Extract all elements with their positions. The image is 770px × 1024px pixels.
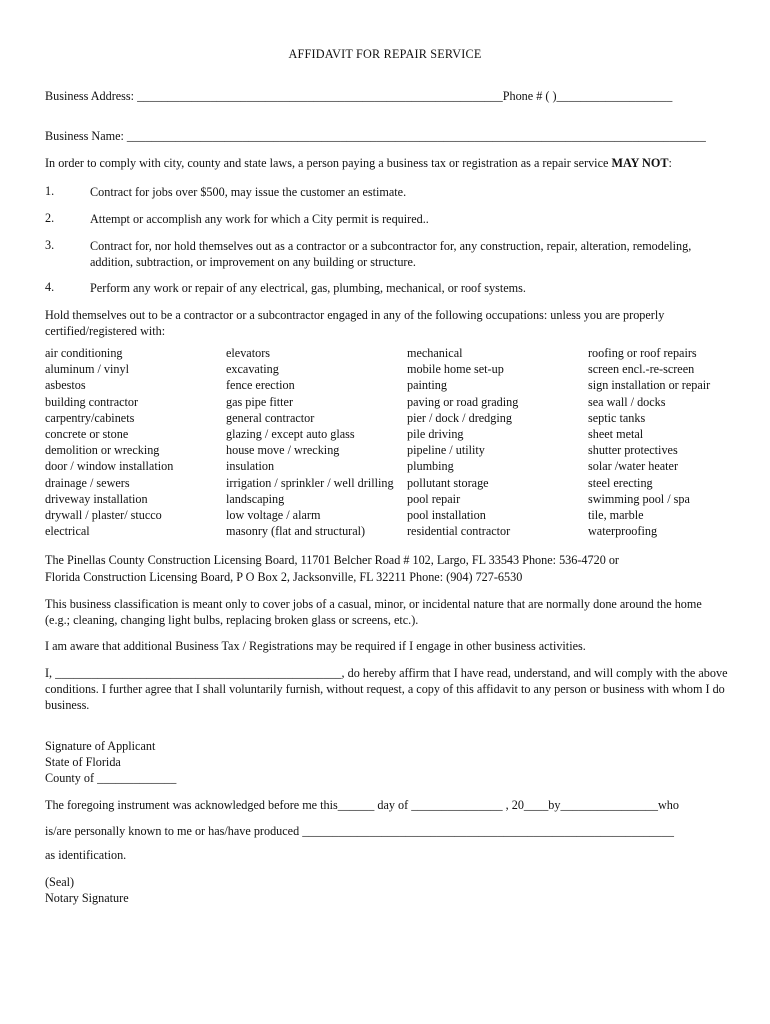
board-line-1: The Pinellas County Construction Licensing Board, 11701 Belcher Road # 102, Largo, FL 33543 Phone: 536-4720 or — [45, 553, 619, 567]
item-text-4: Perform any work or repair of any electrical, gas, plumbing, mechanical, or roof systems. — [90, 281, 526, 295]
occupations-column-4 — [588, 345, 710, 539]
occupation-item: mobile home set-up — [407, 362, 504, 377]
intro-bold-text: MAY NOT — [611, 156, 669, 170]
occupation-item: aluminum / vinyl — [45, 362, 129, 377]
classification-paragraph: This business classification is meant only to cover jobs of a casual, minor, or incidental nature that are normally done around the home (e.g.; cleaning, changing light bulbs, replacing broken glass or screens, etc.). — [45, 597, 702, 627]
occupation-item: septic tanks — [588, 410, 646, 425]
occupation-item: concrete or stone — [45, 427, 129, 442]
affirm-paragraph: I, _______________________________________________, do hereby affirm that I have read, understand, and will comply with the above conditions. I further agree that I shall voluntarily furnish, without request, a copy of this affidavit to any person or business with whom I do business. — [45, 666, 728, 712]
occupation-item: carpentry/cabinets — [45, 410, 135, 425]
personally-known-line: is/are personally known to me or has/have produced _____________________________________________________________ — [45, 824, 674, 838]
intro-end: : — [668, 156, 672, 170]
item-number-4: 4. — [45, 280, 55, 294]
occupation-item: solar /water heater — [588, 459, 679, 474]
occupations-intro: Hold themselves out to be a contractor or a subcontractor engaged in any of the following occupations: unless you are properly certified/registered with: — [45, 308, 665, 338]
item-text-3: Contract for, nor hold themselves out as a contractor or a subcontractor for, any construction, repair, alteration, remodeling, addition, subtraction, or improvement on any building or structure. — [90, 239, 692, 269]
occupation-item: landscaping — [226, 491, 285, 506]
occupation-item: roofing or roof repairs — [588, 346, 697, 360]
item-text-2: Attempt or accomplish any work for which a City permit is required.. — [90, 212, 429, 226]
occupation-item: mechanical — [407, 346, 463, 360]
occupation-item: drainage / sewers — [45, 475, 130, 490]
occupation-item: masonry (flat and structural) — [226, 524, 366, 539]
occupation-item: screen encl.-re-screen — [588, 362, 695, 377]
aware-paragraph: I am aware that additional Business Tax / Registrations may be required if I engage in other business activities. — [45, 639, 586, 653]
item-number-1: 1. — [45, 184, 55, 198]
occupation-item: low voltage / alarm — [226, 508, 321, 523]
occupation-item: elevators — [226, 346, 270, 360]
item-number-2: 2. — [45, 211, 55, 225]
occupation-item: pool installation — [407, 508, 486, 523]
document-title: AFFIDAVIT FOR REPAIR SERVICE — [288, 47, 482, 61]
occupation-item: sheet metal — [588, 427, 644, 442]
occupation-item: demolition or wrecking — [45, 443, 160, 458]
occupations-column-1 — [45, 345, 173, 539]
occupation-item: electrical — [45, 524, 90, 539]
occupation-item: insulation — [226, 459, 275, 474]
item-text-1: Contract for jobs over $500, may issue the customer an estimate. — [90, 185, 407, 199]
occupation-item: house move / wrecking — [226, 443, 340, 458]
occupation-item: excavating — [226, 362, 279, 377]
occupation-item: pollutant storage — [407, 475, 489, 490]
occupation-item: waterproofing — [588, 524, 658, 539]
signature-of-applicant-label: Signature of Applicant — [45, 739, 156, 753]
occupation-item: fence erection — [226, 378, 295, 393]
occupation-item: irrigation / sprinkler / well drilling — [226, 475, 394, 490]
occupations-column-3 — [407, 345, 518, 539]
identification-line: as identification. — [45, 848, 127, 862]
occupation-item: pool repair — [407, 491, 461, 506]
business-name-line: Business Name: _______________________________________________________________________________________________ — [45, 129, 706, 143]
business-address-line: Business Address: ____________________________________________________________Phone # ( )___________________ — [45, 89, 673, 103]
county-label: County of _____________ — [45, 771, 177, 785]
intro-paragraph — [45, 156, 672, 171]
occupation-item: door / window installation — [45, 459, 174, 474]
acknowledged-line: The foregoing instrument was acknowledged before me this______ day of _______________ , 20____by________________who — [45, 798, 679, 812]
occupation-item: painting — [407, 378, 447, 393]
intro-text: In order to comply with city, county and state laws, a person paying a business tax or registration as a repair service — [45, 156, 612, 170]
notary-signature-label: Notary Signature — [45, 891, 129, 905]
occupation-item: driveway installation — [45, 491, 148, 506]
board-line-2: Florida Construction Licensing Board, P O Box 2, Jacksonville, FL 32211 Phone: (904) 727-6530 — [45, 570, 523, 584]
state-label: State of Florida — [45, 755, 121, 769]
occupation-item: gas pipe fitter — [226, 394, 294, 409]
occupation-item: asbestos — [45, 378, 86, 393]
occupation-item: shutter protectives — [588, 443, 678, 458]
seal-label: (Seal) — [45, 875, 75, 889]
occupation-item: drywall / plaster/ stucco — [45, 508, 162, 523]
occupation-item: residential contractor — [407, 524, 511, 539]
occupation-item: pier / dock / dredging — [407, 410, 512, 425]
occupation-item: glazing / except auto glass — [226, 427, 355, 442]
item-number-3: 3. — [45, 238, 55, 252]
occupation-item: pile driving — [407, 427, 464, 442]
occupation-item: general contractor — [226, 410, 315, 425]
occupation-item: building contractor — [45, 394, 139, 409]
occupation-item: pipeline / utility — [407, 443, 485, 458]
occupation-item: sign installation or repair — [588, 378, 711, 393]
occupation-item: swimming pool / spa — [588, 491, 690, 506]
occupations-column-2 — [226, 345, 394, 539]
occupation-item: paving or road grading — [407, 394, 519, 409]
occupation-item: plumbing — [407, 459, 454, 474]
occupation-item: sea wall / docks — [588, 394, 666, 409]
occupation-item: air conditioning — [45, 346, 123, 360]
occupation-item: tile, marble — [588, 508, 644, 523]
occupation-item: steel erecting — [588, 475, 653, 490]
